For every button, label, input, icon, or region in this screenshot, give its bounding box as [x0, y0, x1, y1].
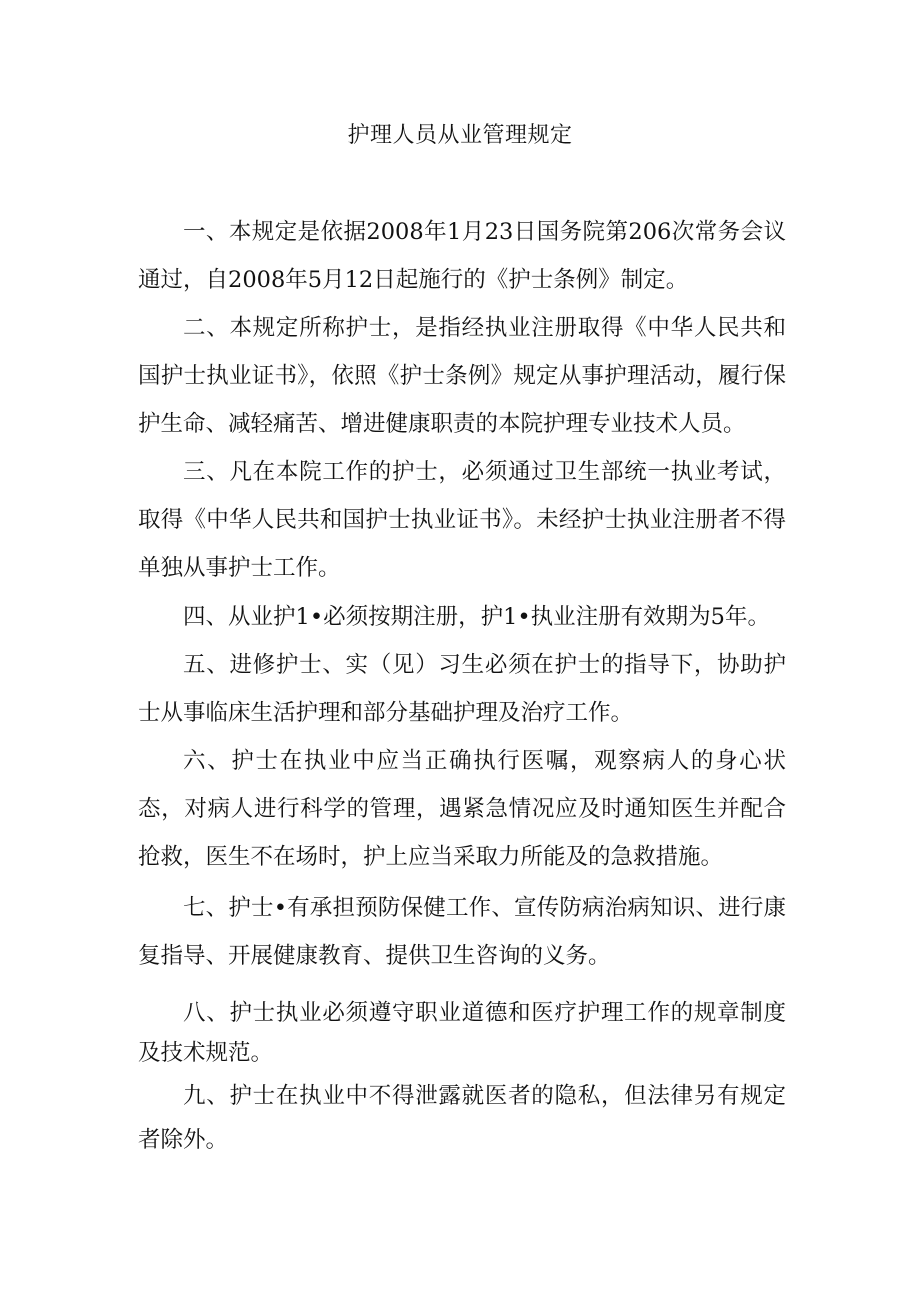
article-5: 五、进修护士、实（见）习生必须在护士的指导下，协助护士从事临床生活护理和部分基础护理及治疗工作。: [138, 652, 786, 726]
article-8: 八、护士执业必须遵守职业道德和医疗护理工作的规章制度及技术规范。: [138, 1000, 786, 1066]
article-6: 六、护士在执业中应当正确执行医嘱，观察病人的身心状态，对病人进行科学的管理，遇紧急情况应及时通知医生并配合抢救，医生不在场时，护上应当采取力所能及的急救措施。: [138, 748, 786, 870]
article-4: 四、从业护1•必须按期注册，护1•执业注册有效期为5年。: [183, 604, 770, 630]
document-title: 护理人员从业管理规定: [347, 123, 573, 148]
article-9: 九、护士在执业中不得泄露就医者的隐私，但法律另有规定者除外。: [138, 1083, 786, 1153]
article-3: 三、凡在本院工作的护士，必须通过卫生部统一执业考试，取得《中华人民共和国护士执业证书》。未经护士执业注册者不得单独从事护士工作。: [138, 459, 786, 581]
article-2: 二、本规定所称护士，是指经执业注册取得《中华人民共和国护士执业证书》，依照《护士条例》规定从事护理活动，履行保护生命、减轻痛苦、增进健康职责的本院护理专业技术人员。: [138, 315, 786, 437]
article-7: 七、护士•有承担预防保健工作、宣传防病治病知识、进行康复指导、开展健康教育、提供卫生咨询的义务。: [138, 895, 786, 969]
article-1: 一、本规定是依据2008年1月23日国务院第206次常务会议通过，自2008年5月12日起施行的《护士条例》制定。: [138, 219, 786, 293]
